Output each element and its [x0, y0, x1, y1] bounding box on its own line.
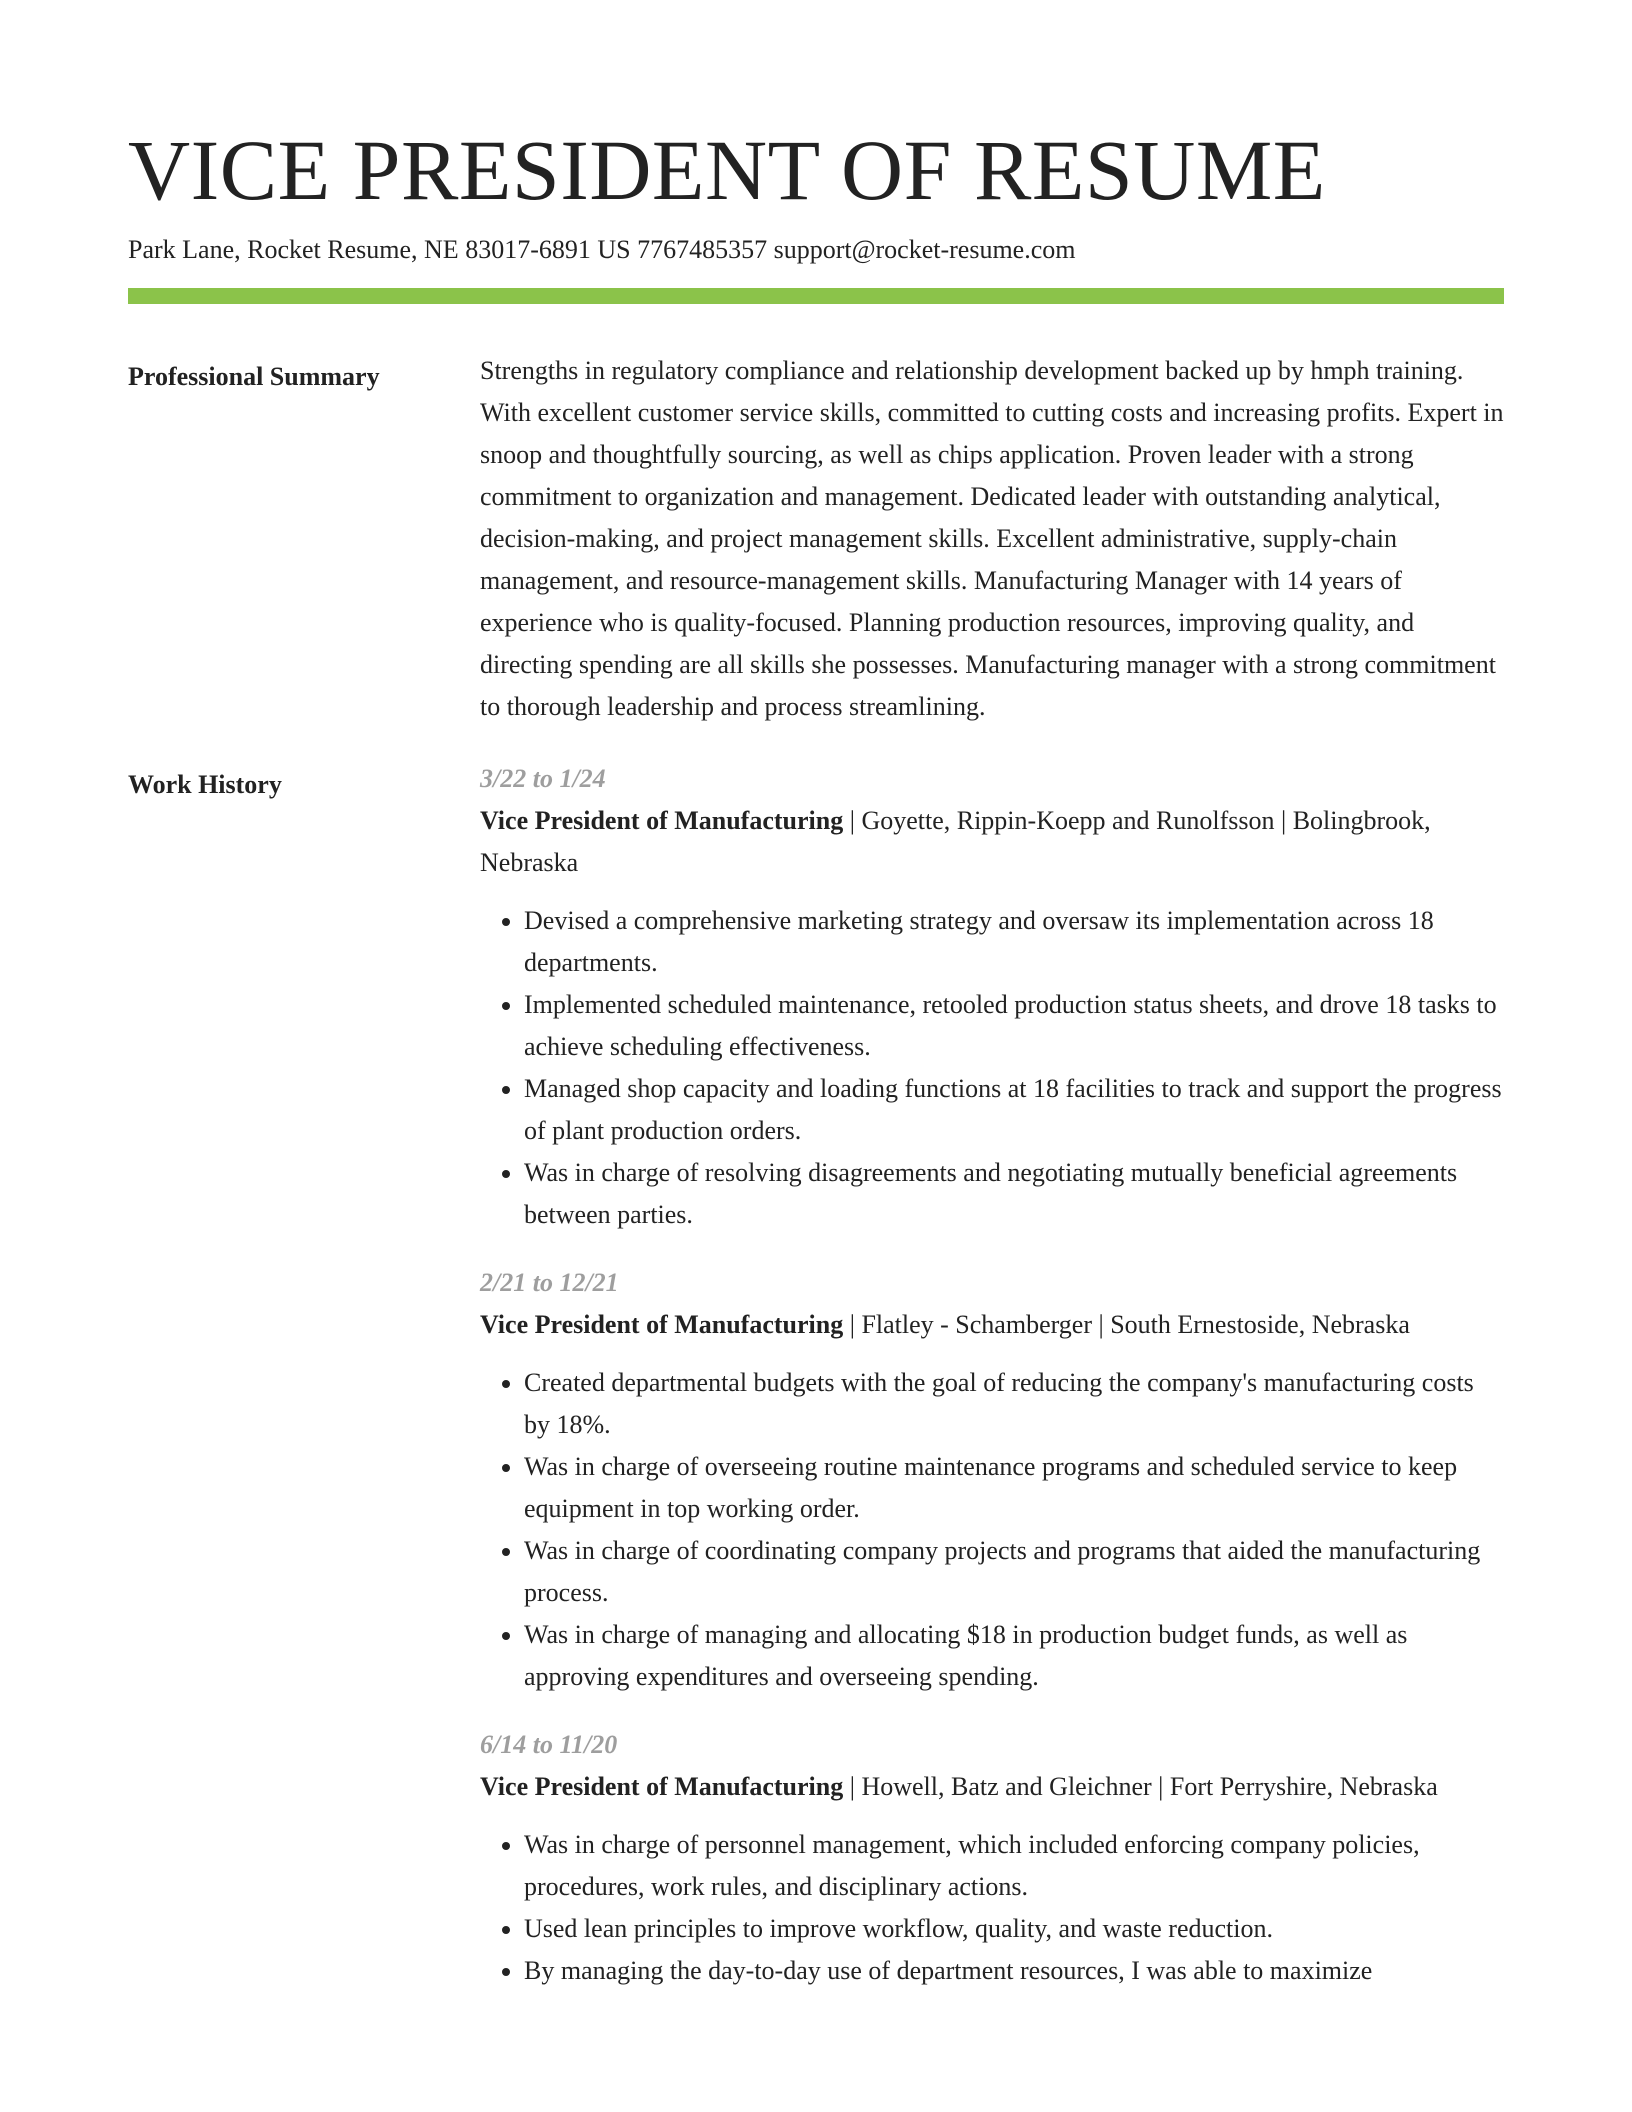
- job-bullet: • Implemented scheduled maintenance, retooled production status sheets, and drove 18 tasks to achieve scheduling effectiveness.: [524, 984, 1504, 1068]
- job-bullet: • Was in charge of coordinating company projects and programs that aided the manufacturing process.: [524, 1530, 1504, 1614]
- resume-name: VICE PRESIDENT OF RESUME: [128, 122, 1326, 218]
- job-bullet: • Was in charge of managing and allocating $18 in production budget funds, as well as approving expenditures and overseeing spending.: [524, 1614, 1504, 1698]
- summary-text: Strengths in regulatory compliance and relationship development backed up by hmph training. With excellent customer service skills, committed to cutting costs and increasing profits. Expert in snoop and thoughtfully sourcing, as well as chips application. Proven leader with a strong commitment to organization and management. Dedicated leader with outstanding analytical, decision-making, and project management skills. Excellent administrative, supply-chain management, and resource-management skills. Manufacturing Manager with 14 years of experience who is quality-focused. Planning production resources, improving quality, and directing spending are all skills she possesses. Manufacturing manager with a strong commitment to thorough leadership and process streamlining.: [480, 356, 1504, 721]
- job-details: | Flatley - Schamberger | South Ernestoside, Nebraska: [843, 1310, 1410, 1339]
- job-bullet: • By managing the day-to-day use of department resources, I was able to maximize: [524, 1950, 1504, 1992]
- work-history-body: [480, 764, 1504, 2024]
- job-bullet: • Was in charge of overseeing routine maintenance programs and scheduled service to keep equipment in top working order.: [524, 1446, 1504, 1530]
- job-entry: [480, 1262, 1504, 1698]
- job-bullet: • Was in charge of resolving disagreements and negotiating mutually beneficial agreements between parties.: [524, 1152, 1504, 1236]
- job-bullet-list: [480, 1362, 1504, 1698]
- job-bullet: • Devised a comprehensive marketing strategy and oversaw its implementation across 18 departments.: [524, 900, 1504, 984]
- contact-line: Park Lane, Rocket Resume, NE 83017-6891 US 7767485357 support@rocket-resume.com: [128, 235, 1076, 264]
- job-bullet-list: [480, 900, 1504, 1236]
- job-title: Vice President of Manufacturing: [480, 806, 844, 835]
- job-heading: [480, 800, 1504, 884]
- job-bullet: • Managed shop capacity and loading functions at 18 facilities to track and support the progress of plant production orders.: [524, 1068, 1504, 1152]
- job-title: Vice President of Manufacturing: [480, 1310, 844, 1339]
- job-details: | Howell, Batz and Gleichner | Fort Perryshire, Nebraska: [843, 1772, 1438, 1801]
- job-bullet: • Used lean principles to improve workflow, quality, and waste reduction.: [524, 1908, 1504, 1950]
- resume-page: [128, 120, 1504, 2024]
- header-divider: [128, 288, 1504, 304]
- job-dates: 6/14 to 11/20: [480, 1730, 618, 1759]
- job-details: | Goyette, Rippin-Koepp and Runolfsson | Bolingbrook, Nebraska: [480, 806, 1431, 877]
- summary-section: [128, 356, 1504, 728]
- job-dates: 3/22 to 1/24: [480, 764, 606, 793]
- work-history-label: Work History: [128, 770, 282, 799]
- summary-body: [480, 356, 1504, 728]
- job-bullet: • Created departmental budgets with the goal of reducing the company's manufacturing costs by 18%.: [524, 1362, 1504, 1446]
- job-bullet: • Was in charge of personnel management, which included enforcing company policies, procedures, work rules, and disciplinary actions.: [524, 1824, 1504, 1908]
- job-heading: [480, 1304, 1504, 1346]
- summary-label: Professional Summary: [128, 362, 380, 391]
- job-heading: [480, 1766, 1504, 1808]
- job-title: Vice President of Manufacturing: [480, 1772, 844, 1801]
- job-entry: [480, 1724, 1504, 1992]
- job-dates: 2/21 to 12/21: [480, 1268, 619, 1297]
- job-bullet-list: [480, 1824, 1504, 1992]
- work-history-section: [128, 764, 1504, 2024]
- job-entry: [480, 758, 1504, 1236]
